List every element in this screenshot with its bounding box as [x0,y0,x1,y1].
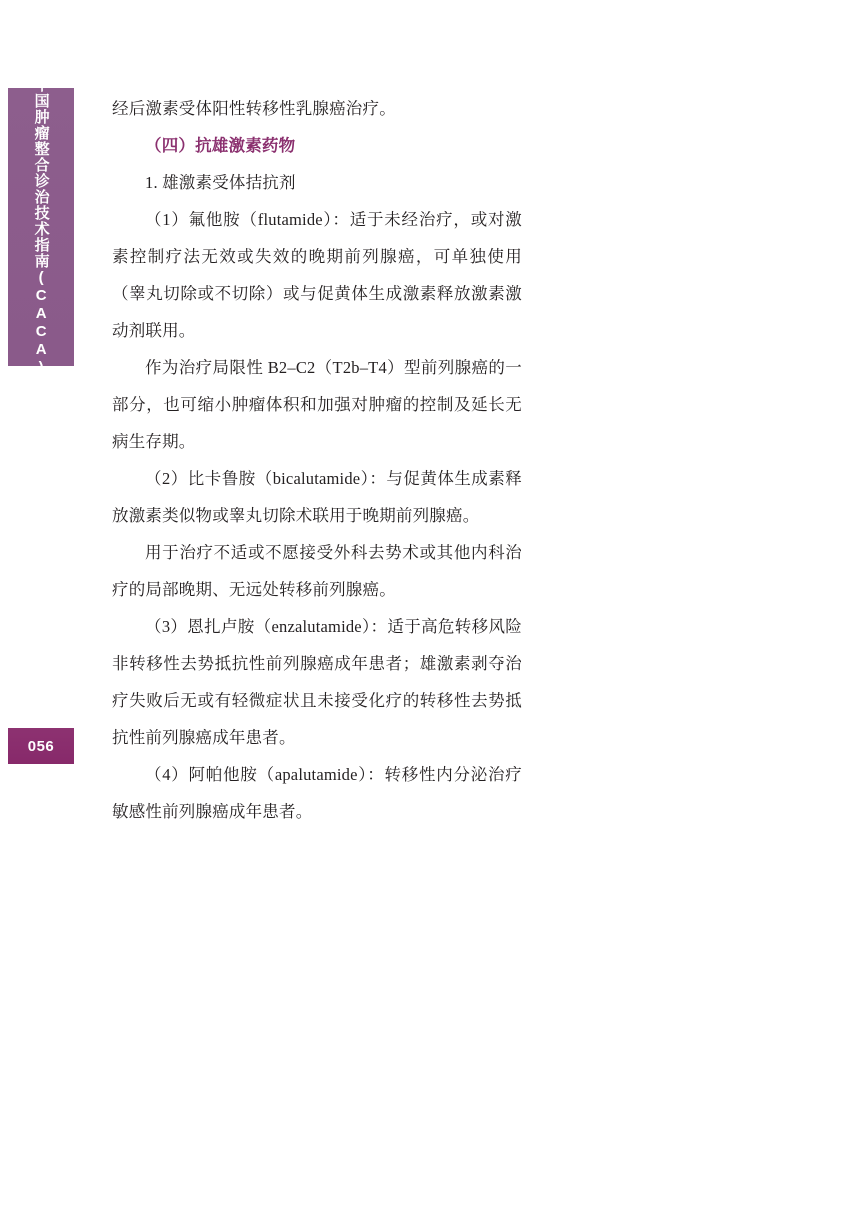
section-heading: （四）抗雄激素药物 [145,136,296,155]
page-number: 056 [27,737,55,755]
sidebar-series-tab [8,77,74,377]
page-number-badge [8,728,74,764]
paragraph: 1. 雄激素受体拮抗剂 [145,173,296,192]
paragraph: 作为治疗局限性 B2–C2（T2b–T4）型前列腺癌的一部分，也可缩小肿瘤体积和加强对肿瘤的控制及延长无病生存期。 [112,358,522,451]
paragraph: 用于治疗不适或不愿接受外科去势术或其他内科治疗的局部晚期、无远处转移前列腺癌。 [112,543,522,599]
paragraph: 经后激素受体阳性转移性乳腺癌治疗。 [112,99,396,118]
sidebar-series-label: 中国肿瘤整合诊治技术指南(CACA) [32,77,50,377]
paragraph: （1）氟他胺（flutamide）：适于未经治疗，或对激素控制疗法无效或失效的晚期前列腺癌，可单独使用（睾丸切除或不切除）或与促黄体生成激素释放激素激动剂联用。 [112,210,522,340]
paragraph: （3）恩扎卢胺（enzalutamide）：适于高危转移风险非转移性去势抵抗性前列腺癌成年患者；雄激素剥夺治疗失败后无或有轻微症状且未接受化疗的转移性去势抵抗性前列腺癌成年患者。 [112,617,522,747]
page-body [112,90,522,830]
paragraph: （2）比卡鲁胺（bicalutamide）：与促黄体生成素释放激素类似物或睾丸切除术联用于晚期前列腺癌。 [112,469,522,525]
paragraph: （4）阿帕他胺（apalutamide）：转移性内分泌治疗敏感性前列腺癌成年患者。 [112,765,522,821]
